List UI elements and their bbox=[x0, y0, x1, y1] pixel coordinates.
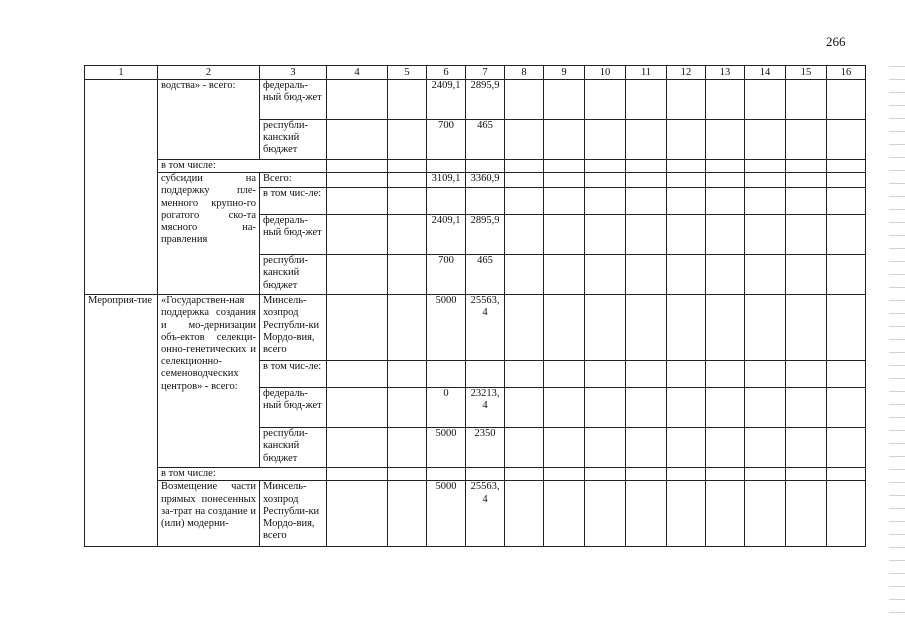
value-cell: 23213, 4 bbox=[466, 388, 505, 428]
table-cell bbox=[466, 468, 505, 481]
table-cell bbox=[706, 361, 745, 388]
table-cell bbox=[427, 361, 466, 388]
table-cell bbox=[427, 160, 466, 173]
value-cell: 0 bbox=[427, 388, 466, 428]
value-cell: 3360,9 bbox=[466, 173, 505, 188]
table-cell bbox=[327, 188, 388, 215]
table-cell bbox=[745, 468, 786, 481]
value-cell: 2409,1 bbox=[427, 215, 466, 255]
header-cell: 5 bbox=[388, 66, 427, 80]
table-cell bbox=[327, 80, 388, 120]
table-cell bbox=[505, 428, 544, 468]
value-cell: 5000 bbox=[427, 481, 466, 547]
table-cell bbox=[626, 120, 667, 160]
table-cell bbox=[466, 160, 505, 173]
table-cell bbox=[745, 120, 786, 160]
table-cell bbox=[327, 388, 388, 428]
funding-source-cell: федераль-ный бюд-жет bbox=[260, 80, 327, 120]
table-cell bbox=[388, 173, 427, 188]
page-number: 266 bbox=[826, 34, 846, 49]
table-cell bbox=[706, 481, 745, 547]
table-cell bbox=[827, 361, 866, 388]
table-cell bbox=[706, 388, 745, 428]
table-cell bbox=[505, 255, 544, 295]
table-cell bbox=[745, 80, 786, 120]
table-cell bbox=[505, 215, 544, 255]
table-cell bbox=[745, 188, 786, 215]
table-cell bbox=[786, 361, 827, 388]
table-cell bbox=[827, 468, 866, 481]
table-cell bbox=[667, 428, 706, 468]
table-cell bbox=[544, 388, 585, 428]
table-cell bbox=[626, 481, 667, 547]
table-cell bbox=[388, 468, 427, 481]
table-cell bbox=[327, 295, 388, 361]
activity-name-cell: «Государствен-ная поддержка создания и мо-дернизации объ-ектов селекци-онно-генетических и селекционно-семеноводческих центров» - всего: bbox=[158, 295, 260, 468]
table-cell bbox=[667, 388, 706, 428]
table-cell bbox=[327, 160, 388, 173]
table-cell bbox=[667, 255, 706, 295]
table-cell bbox=[585, 468, 626, 481]
table-row bbox=[85, 481, 866, 547]
header-cell: 11 bbox=[626, 66, 667, 80]
header-cell: 9 bbox=[544, 66, 585, 80]
table-cell bbox=[388, 215, 427, 255]
value-cell: 465 bbox=[466, 255, 505, 295]
table-cell bbox=[745, 361, 786, 388]
table-cell bbox=[626, 428, 667, 468]
table-cell bbox=[745, 295, 786, 361]
table-cell bbox=[585, 215, 626, 255]
value-cell: 5000 bbox=[427, 295, 466, 361]
funding-source-cell: Всего: bbox=[260, 173, 327, 188]
header-cell: 3 bbox=[260, 66, 327, 80]
table-cell bbox=[706, 80, 745, 120]
table-cell bbox=[388, 188, 427, 215]
table-cell bbox=[585, 173, 626, 188]
table-cell bbox=[585, 481, 626, 547]
table-cell bbox=[745, 215, 786, 255]
table-cell bbox=[667, 188, 706, 215]
table-cell bbox=[626, 173, 667, 188]
table-cell bbox=[544, 160, 585, 173]
table-cell bbox=[585, 80, 626, 120]
funding-source-cell: в том чис-ле: bbox=[260, 188, 327, 215]
table-cell bbox=[786, 481, 827, 547]
table-row bbox=[85, 173, 866, 188]
table-cell bbox=[827, 388, 866, 428]
table-cell bbox=[827, 428, 866, 468]
table-cell bbox=[706, 188, 745, 215]
table-cell bbox=[786, 215, 827, 255]
table-cell bbox=[388, 255, 427, 295]
value-cell: 2409,1 bbox=[427, 80, 466, 120]
table-cell bbox=[505, 295, 544, 361]
table-cell bbox=[667, 215, 706, 255]
table-cell bbox=[786, 188, 827, 215]
table-cell bbox=[786, 160, 827, 173]
table-cell bbox=[585, 120, 626, 160]
value-cell: 2895,9 bbox=[466, 80, 505, 120]
header-cell: 4 bbox=[327, 66, 388, 80]
table-cell bbox=[505, 388, 544, 428]
value-cell: 2350 bbox=[466, 428, 505, 468]
table-cell bbox=[706, 255, 745, 295]
table-cell bbox=[626, 80, 667, 120]
table-cell bbox=[427, 468, 466, 481]
table-cell bbox=[85, 80, 158, 295]
value-cell: 465 bbox=[466, 120, 505, 160]
header-cell: 16 bbox=[827, 66, 866, 80]
activity-name-cell: Возмещение части прямых понесенных за-трат на создание и (или) модерни- bbox=[158, 481, 260, 547]
table-row bbox=[85, 80, 866, 120]
table-cell bbox=[745, 160, 786, 173]
subsection-label: в том числе: bbox=[158, 468, 327, 481]
table-cell bbox=[745, 388, 786, 428]
table-cell bbox=[427, 188, 466, 215]
table-cell bbox=[827, 255, 866, 295]
header-row bbox=[85, 66, 866, 80]
subsection-label: в том числе: bbox=[158, 160, 327, 173]
table-cell bbox=[327, 173, 388, 188]
table-cell bbox=[327, 120, 388, 160]
table-cell bbox=[626, 295, 667, 361]
table-cell bbox=[626, 361, 667, 388]
table-cell bbox=[706, 295, 745, 361]
table-cell bbox=[827, 188, 866, 215]
funding-source-cell: республи-канский бюджет bbox=[260, 120, 327, 160]
table-cell bbox=[327, 255, 388, 295]
table-cell bbox=[505, 173, 544, 188]
funding-source-cell: федераль-ный бюд-жет bbox=[260, 215, 327, 255]
table-cell bbox=[706, 160, 745, 173]
table-cell bbox=[327, 468, 388, 481]
table-cell bbox=[745, 173, 786, 188]
table-cell bbox=[745, 481, 786, 547]
table-cell bbox=[706, 468, 745, 481]
table-cell bbox=[706, 173, 745, 188]
funding-source-cell: республи-канский бюджет bbox=[260, 428, 327, 468]
table-cell bbox=[626, 188, 667, 215]
table-cell bbox=[544, 173, 585, 188]
table-cell bbox=[827, 215, 866, 255]
table-cell bbox=[544, 428, 585, 468]
table-cell bbox=[505, 188, 544, 215]
table-cell bbox=[544, 120, 585, 160]
table-cell bbox=[388, 80, 427, 120]
header-cell: 2 bbox=[158, 66, 260, 80]
header-cell: 13 bbox=[706, 66, 745, 80]
table-cell bbox=[505, 361, 544, 388]
funding-source-cell: федераль-ный бюд-жет bbox=[260, 388, 327, 428]
header-cell: 15 bbox=[786, 66, 827, 80]
table-row bbox=[85, 295, 866, 361]
table-cell bbox=[544, 468, 585, 481]
table-cell bbox=[786, 468, 827, 481]
table-cell bbox=[466, 361, 505, 388]
table-cell bbox=[585, 361, 626, 388]
table-cell bbox=[706, 120, 745, 160]
header-cell: 7 bbox=[466, 66, 505, 80]
header-cell: 6 bbox=[427, 66, 466, 80]
header-cell: 10 bbox=[585, 66, 626, 80]
funding-source-cell: в том чис-ле: bbox=[260, 361, 327, 388]
table-row bbox=[85, 468, 866, 481]
table-cell bbox=[827, 481, 866, 547]
table-cell bbox=[388, 160, 427, 173]
table-cell bbox=[544, 80, 585, 120]
table-cell bbox=[667, 295, 706, 361]
table-cell bbox=[745, 428, 786, 468]
table-cell bbox=[626, 468, 667, 481]
table-cell bbox=[706, 215, 745, 255]
table-cell bbox=[786, 120, 827, 160]
table-cell bbox=[827, 173, 866, 188]
table-cell bbox=[827, 160, 866, 173]
table-cell bbox=[667, 481, 706, 547]
header-cell: 12 bbox=[667, 66, 706, 80]
table-cell bbox=[585, 255, 626, 295]
header-cell: 14 bbox=[745, 66, 786, 80]
table-cell bbox=[466, 188, 505, 215]
header-cell: 1 bbox=[85, 66, 158, 80]
value-cell: 3109,1 bbox=[427, 173, 466, 188]
table-cell bbox=[388, 295, 427, 361]
table-cell bbox=[327, 215, 388, 255]
table-cell bbox=[786, 388, 827, 428]
table-cell bbox=[786, 428, 827, 468]
activity-name-cell: водства» - всего: bbox=[158, 80, 260, 160]
scan-edge-noise bbox=[889, 60, 905, 620]
table-cell bbox=[388, 428, 427, 468]
table-cell bbox=[667, 160, 706, 173]
table-cell bbox=[745, 255, 786, 295]
table-cell bbox=[667, 468, 706, 481]
table-cell bbox=[327, 428, 388, 468]
table-cell bbox=[585, 188, 626, 215]
table-cell bbox=[626, 255, 667, 295]
value-cell: 25563, 4 bbox=[466, 295, 505, 361]
value-cell: 5000 bbox=[427, 428, 466, 468]
table-cell bbox=[667, 173, 706, 188]
table-cell bbox=[667, 361, 706, 388]
table-cell bbox=[626, 388, 667, 428]
header-cell: 8 bbox=[505, 66, 544, 80]
table-cell bbox=[388, 120, 427, 160]
table-cell bbox=[667, 80, 706, 120]
table-cell bbox=[505, 120, 544, 160]
table-cell bbox=[327, 361, 388, 388]
table-cell bbox=[505, 468, 544, 481]
table-cell bbox=[388, 388, 427, 428]
table-cell bbox=[706, 428, 745, 468]
table-cell bbox=[585, 160, 626, 173]
table-cell bbox=[585, 428, 626, 468]
funding-source-cell: Минсель-хозпрод Республи-ки Мордо-вия, всего bbox=[260, 481, 327, 547]
table-cell bbox=[786, 295, 827, 361]
funding-source-cell: Минсель-хозпрод Республи-ки Мордо-вия, всего bbox=[260, 295, 327, 361]
table-cell bbox=[388, 481, 427, 547]
activity-name-cell: субсидии на поддержку пле-менного крупно-го рогатого ско-та мясного на-правления bbox=[158, 173, 260, 295]
row-type-cell: Мероприя-тие bbox=[85, 295, 158, 547]
table-cell bbox=[786, 173, 827, 188]
table-row bbox=[85, 160, 866, 173]
table-cell bbox=[505, 160, 544, 173]
value-cell: 700 bbox=[427, 120, 466, 160]
table-cell bbox=[388, 361, 427, 388]
table-cell bbox=[786, 80, 827, 120]
table-cell bbox=[544, 481, 585, 547]
table-cell bbox=[544, 188, 585, 215]
table-cell bbox=[585, 388, 626, 428]
table-cell bbox=[786, 255, 827, 295]
table-cell bbox=[626, 215, 667, 255]
table-cell bbox=[544, 361, 585, 388]
table-cell bbox=[585, 295, 626, 361]
table-cell bbox=[505, 481, 544, 547]
table-cell bbox=[827, 80, 866, 120]
value-cell: 25563, 4 bbox=[466, 481, 505, 547]
table-cell bbox=[505, 80, 544, 120]
budget-table bbox=[84, 65, 866, 547]
table-cell bbox=[667, 120, 706, 160]
table-cell bbox=[827, 295, 866, 361]
value-cell: 700 bbox=[427, 255, 466, 295]
table-cell bbox=[827, 120, 866, 160]
table-cell bbox=[626, 160, 667, 173]
table-cell bbox=[544, 255, 585, 295]
table-cell bbox=[544, 295, 585, 361]
table-cell bbox=[327, 481, 388, 547]
funding-source-cell: республи-канский бюджет bbox=[260, 255, 327, 295]
table-cell bbox=[544, 215, 585, 255]
value-cell: 2895,9 bbox=[466, 215, 505, 255]
